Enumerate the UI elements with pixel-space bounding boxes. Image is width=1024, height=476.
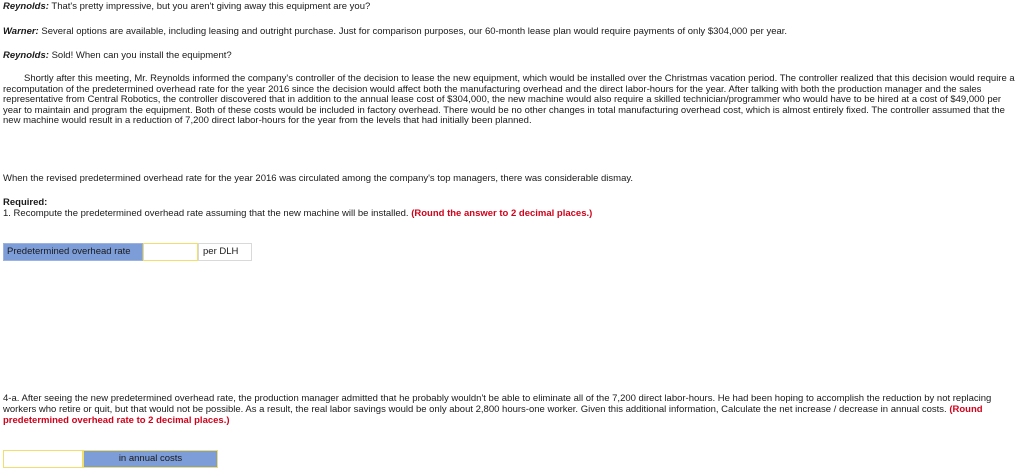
narrative-paragraph: [3, 74, 1021, 127]
dialogue-text: Several options are available, including leasing and outright purchase. Just for comparison purposes, our 60-month lease plan would require payments of only $304,000 per year.: [41, 26, 788, 37]
question-1-instruction: (Round the answer to 2 decimal places.): [411, 208, 593, 219]
speaker-name: Reynolds:: [3, 1, 49, 12]
question-1-text: 1. Recompute the predetermined overhead rate assuming that the new machine will be installed.: [3, 208, 409, 219]
overhead-rate-unit: per DLH: [198, 243, 252, 261]
answer-row-overhead-rate: [3, 243, 252, 261]
dialogue-line-warner: [3, 26, 787, 38]
question-4a-instruction: (Round predetermined overhead rate to 2 decimal places.): [3, 404, 983, 426]
required-heading: Required:: [3, 197, 48, 208]
dialogue-line-reynolds-1: [3, 1, 370, 13]
answer-row-annual-costs: [3, 450, 218, 468]
question-4a-text: 4-a. After seeing the new predetermined overhead rate, the production manager admitted that he probably wouldn't be able to eliminate all of the 7,200 direct labor-hours. He had been hoping to accomplish the reduction by not replacing workers who retire or quit, but that would not be possible. As a result, the real labor savings would be only about 2,800 hours-one worker. Given this additional information, Calculate the net increase / decrease in annual costs.: [3, 393, 992, 415]
overhead-rate-input[interactable]: [143, 243, 198, 261]
dialogue-line-reynolds-2: [3, 50, 232, 62]
annual-costs-label: in annual costs: [83, 450, 218, 468]
speaker-name: Reynolds:: [3, 50, 49, 61]
question-4a: [3, 393, 1021, 426]
dialogue-text: Sold! When can you install the equipment?: [51, 50, 232, 61]
overhead-rate-label: Predetermined overhead rate: [3, 243, 143, 261]
annual-cost-change-input[interactable]: [3, 450, 83, 468]
narrative-text: Shortly after this meeting, Mr. Reynolds informed the company's controller of the decision to lease the new equipment, which would be installed over the Christmas vacation period. The controller realized that this decision would require a recomputation of the predetermined overhead rate for the year 2016 since the decision would affect both the manufacturing overhead and the direct labor-hours for the year. After talking with both the production manager and the sales representative from Central Robotics, the controller discovered that in addition to the annual lease cost of $304,000, the new machine would also require a skilled technician/programmer who would have to be hired at a cost of $49,000 per year to maintain and program the equipment. Both of these costs would be included in factory overhead. There would be no other changes in total manufacturing overhead cost, which is almost entirely fixed. The controller assumed that the new machine would result in a reduction of 7,200 direct labor-hours for the year from the levels that had initially been planned.: [3, 73, 1015, 127]
revised-rate-note: When the revised predetermined overhead rate for the year 2016 was circulated among the company's top managers, there was considerable dismay.: [3, 173, 634, 184]
speaker-name: Warner:: [3, 26, 39, 37]
question-1: [3, 208, 592, 220]
dialogue-text: That's pretty impressive, but you aren't giving away this equipment are you?: [51, 1, 371, 12]
